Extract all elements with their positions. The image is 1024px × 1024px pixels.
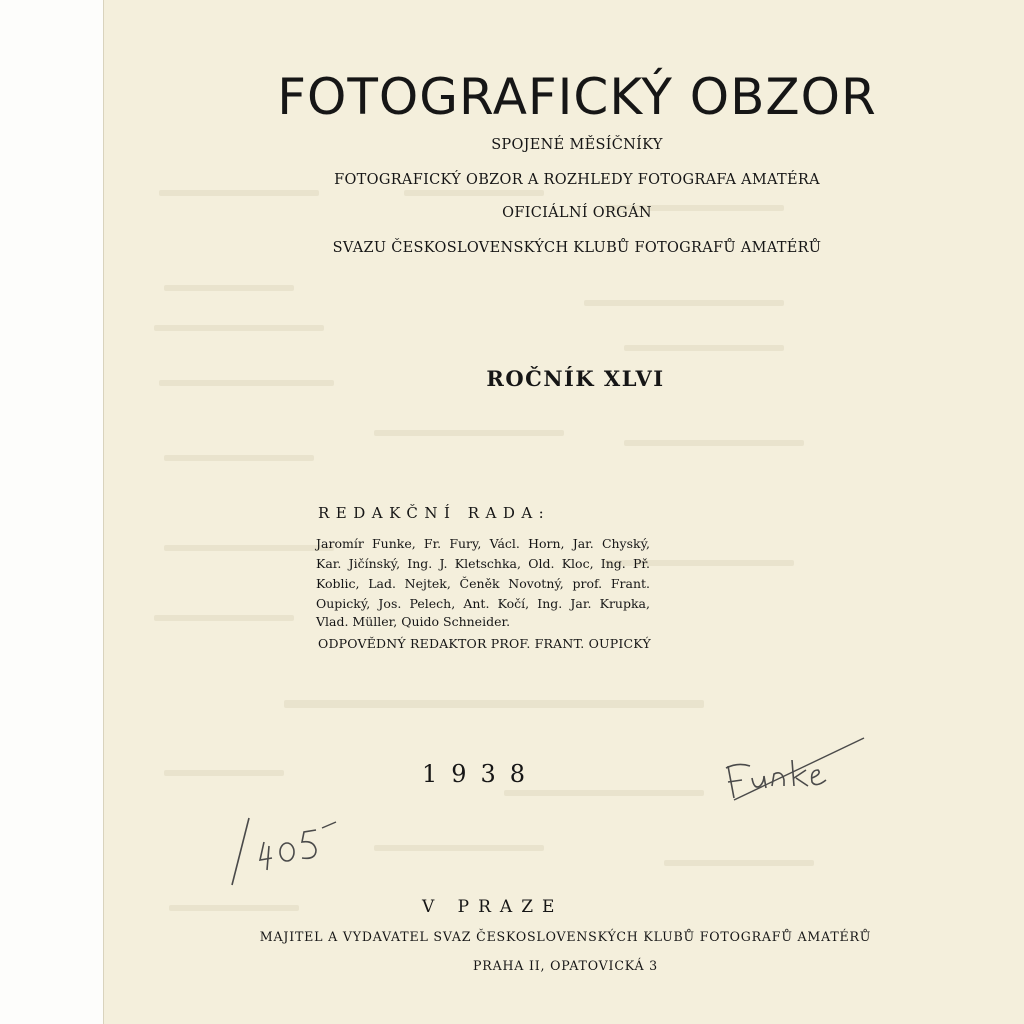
subtitle-line: SVAZU ČESKOSLOVENSKÝCH KLUBŮ FOTOGRAFŮ AMATÉRŮ xyxy=(332,240,822,256)
board-members-line: Oupický, Jos. Pelech, Ant. Kočí, Ing. Jar. Krupka, xyxy=(316,596,650,611)
board-members-line: Vlad. Müller, Quido Schneider. xyxy=(316,614,511,629)
publisher-line: MAJITEL A VYDAVATEL SVAZ ČESKOSLOVENSKÝCH KLUBŮ FOTOGRAFŮ AMATÉRŮ xyxy=(259,929,872,944)
responsible-editor: ODPOVĚDNÝ REDAKTOR PROF. FRANT. OUPICKÝ xyxy=(318,636,651,651)
subtitle-line: SPOJENÉ MĚSÍČNÍKY xyxy=(491,137,663,153)
publication-year: 1938 xyxy=(422,760,540,788)
board-members-line: Koblic, Lad. Nejtek, Čeněk Novotný, prof. Frant. xyxy=(316,576,650,591)
subtitle-line: OFICIÁLNÍ ORGÁN xyxy=(502,205,652,221)
title-page xyxy=(103,0,1024,1024)
subtitle-line: FOTOGRAFICKÝ OBZOR A ROZHLEDY FOTOGRAFA AMATÉRA xyxy=(334,172,820,188)
publication-title: FOTOGRAFICKÝ OBZOR xyxy=(277,68,877,126)
editorial-board-heading: REDAKČNÍ RADA: xyxy=(318,504,551,522)
publisher-address: PRAHA II, OPATOVICKÁ 3 xyxy=(473,958,658,973)
board-members-line: Jaromír Funke, Fr. Fury, Václ. Horn, Jar. Chyský, xyxy=(316,536,650,551)
board-members-line: Kar. Jičínský, Ing. J. Kletschka, Old. Kloc, Ing. Př. xyxy=(316,556,650,571)
handwritten-note-left xyxy=(224,810,354,890)
page-margin-edge xyxy=(0,0,103,1024)
publication-place: V PRAZE xyxy=(422,897,564,917)
handwritten-note-right xyxy=(714,730,874,810)
volume-number: ROČNÍK XLVI xyxy=(486,366,665,391)
